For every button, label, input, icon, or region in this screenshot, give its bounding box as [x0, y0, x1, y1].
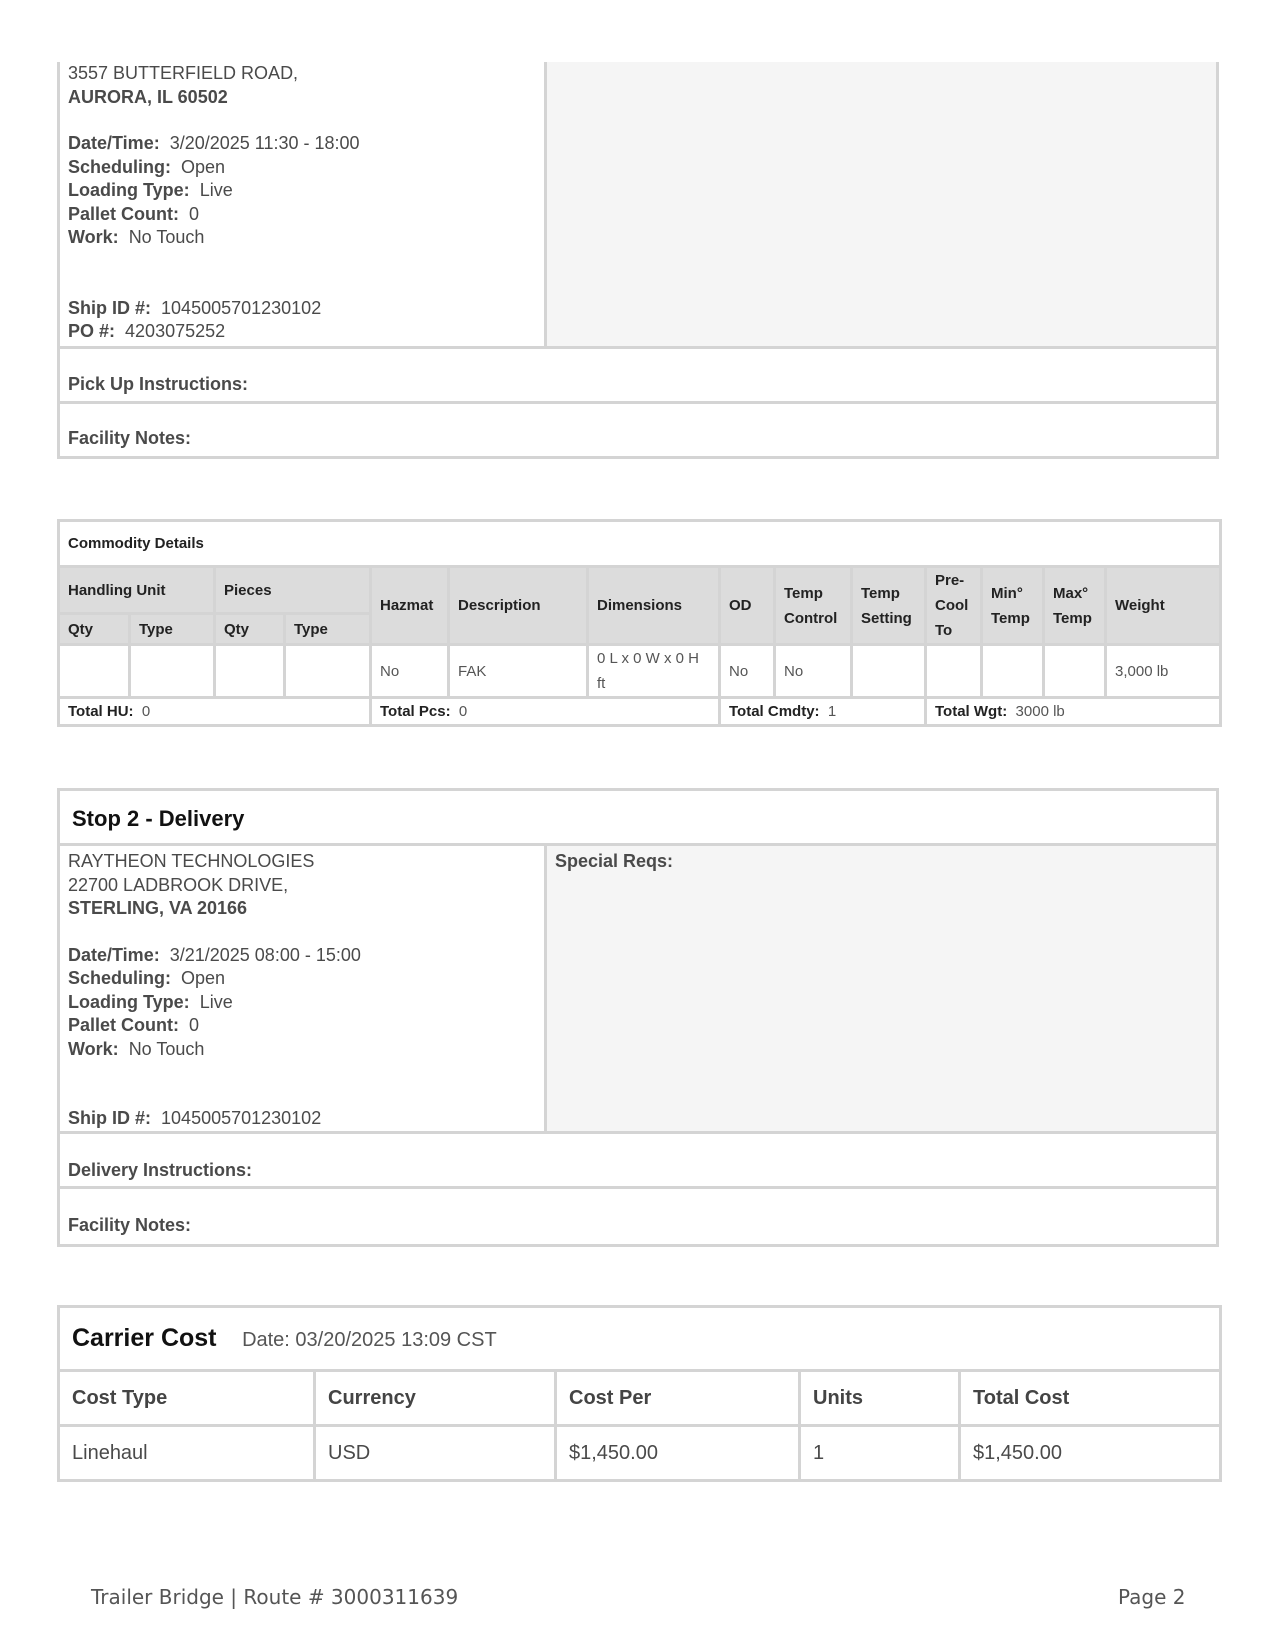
footer-page-number: Page 2 — [1118, 1585, 1186, 1609]
carrier-cost-title-row — [59, 1307, 1221, 1371]
ship-id-value: 1045005701230102 — [161, 1108, 322, 1128]
ship-id-label: Ship ID #: — [68, 1108, 152, 1128]
description-cell: FAK — [449, 645, 588, 698]
loading-type-value: Live — [199, 991, 233, 1012]
precool-cell — [926, 645, 982, 698]
stop-2-company: RAYTHEON TECHNOLOGIES — [68, 851, 315, 871]
pallet-count-value: 0 — [189, 203, 200, 224]
commodity-table — [57, 519, 1222, 727]
currency-cell: USD — [315, 1426, 556, 1481]
dimensions-header: Dimensions — [588, 567, 720, 645]
weight-cell: 3,000 lb — [1106, 645, 1221, 698]
total-hu — [59, 698, 371, 726]
temp-control-cell: No — [775, 645, 852, 698]
scheduling-label: Scheduling: — [68, 156, 171, 177]
cost-per-header: Cost Per — [556, 1371, 800, 1426]
po-label: PO #: — [68, 321, 116, 341]
pallet-count-value: 0 — [189, 1015, 200, 1035]
divider — [60, 1186, 1216, 1189]
stop-1-city-line: AURORA, IL 60502 — [68, 86, 228, 107]
carrier-cost-table — [57, 1305, 1222, 1482]
datetime-label: Date/Time: — [68, 133, 160, 153]
loading-type-label: Loading Type: — [68, 991, 190, 1012]
carrier-cost-section — [57, 1305, 1219, 1482]
hu-qty-header: Qty — [59, 614, 130, 645]
weight-header: Weight — [1106, 567, 1221, 645]
commodity-title: Commodity Details — [59, 521, 1221, 567]
stop-2-special-reqs-panel — [544, 846, 1216, 1131]
stop-2-details — [60, 846, 544, 1131]
hu-type-cell — [130, 645, 215, 698]
total-cmdty-value: 1 — [827, 703, 837, 720]
total-cmdty — [720, 698, 926, 726]
stop-1-address-line: 3557 BUTTERFIELD ROAD, — [68, 63, 299, 83]
scheduling-value: Open — [181, 968, 226, 988]
total-wgt — [926, 698, 1221, 726]
work-label: Work: — [68, 1038, 119, 1059]
stop-1-details — [60, 62, 544, 346]
total-pcs-label: Total Pcs: — [380, 703, 451, 720]
facility-notes-label: Facility Notes: — [68, 1215, 192, 1235]
stop-2-title: Stop 2 - Delivery — [60, 791, 1216, 846]
po-value: 4203075252 — [125, 321, 226, 341]
pickup-instructions-label: Pick Up Instructions: — [68, 374, 249, 394]
temp-setting-cell — [852, 645, 926, 698]
description-header: Description — [449, 567, 588, 645]
temp-control-header: Temp Control — [775, 567, 852, 645]
delivery-instructions-label: Delivery Instructions: — [68, 1160, 253, 1180]
stop-2-address-line: 22700 LADBROOK DRIVE, — [68, 874, 289, 895]
hazmat-cell: No — [371, 645, 449, 698]
total-cost-header: Total Cost — [960, 1371, 1221, 1426]
od-cell: No — [720, 645, 775, 698]
pallet-count-label: Pallet Count: — [68, 203, 179, 224]
totals-row — [59, 698, 1221, 726]
loading-type-value: Live — [199, 180, 233, 200]
units-header: Units — [800, 1371, 960, 1426]
footer-route: Trailer Bridge | Route # 3000311639 — [91, 1585, 459, 1609]
max-temp-header: Max° Temp — [1044, 567, 1106, 645]
ship-id-label: Ship ID #: — [68, 297, 152, 318]
total-hu-value: 0 — [141, 703, 151, 720]
stop-1-section — [57, 62, 1219, 459]
pcs-type-header: Type — [285, 614, 371, 645]
work-label: Work: — [68, 227, 119, 247]
loading-type-label: Loading Type: — [68, 180, 190, 200]
table-row — [59, 645, 1221, 698]
units-cell: 1 — [800, 1426, 960, 1481]
hu-qty-cell — [59, 645, 130, 698]
work-value: No Touch — [128, 227, 205, 247]
currency-header: Currency — [315, 1371, 556, 1426]
precool-header: Pre-Cool To — [926, 567, 982, 645]
dimensions-cell: 0 L x 0 W x 0 H ft — [588, 645, 720, 698]
table-row — [59, 1426, 1221, 1481]
total-cmdty-label: Total Cmdty: — [729, 703, 820, 720]
total-pcs — [371, 698, 720, 726]
scheduling-label: Scheduling: — [68, 968, 171, 988]
datetime-value: 3/21/2025 08:00 - 15:00 — [169, 944, 361, 965]
carrier-cost-date: Date: 03/20/2025 13:09 CST — [242, 1329, 497, 1351]
total-wgt-value: 3000 lb — [1015, 703, 1065, 720]
hu-type-header: Type — [130, 614, 215, 645]
total-pcs-value: 0 — [458, 703, 468, 720]
pieces-header: Pieces — [215, 567, 371, 614]
stop-1-special-reqs-panel — [544, 62, 1216, 346]
datetime-value: 3/20/2025 11:30 - 18:00 — [169, 133, 360, 153]
total-hu-label: Total HU: — [68, 703, 134, 720]
divider — [60, 346, 1216, 349]
min-temp-cell — [982, 645, 1044, 698]
max-temp-cell — [1044, 645, 1106, 698]
carrier-cost-title: Carrier Cost — [72, 1324, 217, 1352]
min-temp-header: Min° Temp — [982, 567, 1044, 645]
total-wgt-label: Total Wgt: — [935, 703, 1008, 720]
temp-setting-header: Temp Setting — [852, 567, 926, 645]
divider — [60, 1131, 1216, 1134]
total-cost-cell: $1,450.00 — [960, 1426, 1221, 1481]
divider — [60, 401, 1216, 404]
special-reqs-label: Special Reqs: — [555, 851, 674, 871]
pcs-qty-cell — [215, 645, 285, 698]
handling-unit-header: Handling Unit — [59, 567, 215, 614]
work-value: No Touch — [128, 1038, 205, 1059]
cost-type-cell: Linehaul — [59, 1426, 315, 1481]
facility-notes-label: Facility Notes: — [68, 428, 192, 448]
stop-2-city-line: STERLING, VA 20166 — [68, 898, 248, 918]
stop-2-section — [57, 788, 1219, 1247]
datetime-label: Date/Time: — [68, 944, 160, 965]
pcs-type-cell — [285, 645, 371, 698]
cost-per-cell: $1,450.00 — [556, 1426, 800, 1481]
scheduling-value: Open — [181, 156, 226, 177]
cost-type-header: Cost Type — [59, 1371, 315, 1426]
ship-id-value: 1045005701230102 — [161, 297, 322, 318]
carrier-cost-header-row — [59, 1371, 1221, 1426]
od-header: OD — [720, 567, 775, 645]
hazmat-header: Hazmat — [371, 567, 449, 645]
commodity-details — [57, 519, 1219, 727]
pallet-count-label: Pallet Count: — [68, 1015, 179, 1035]
pcs-qty-header: Qty — [215, 614, 285, 645]
